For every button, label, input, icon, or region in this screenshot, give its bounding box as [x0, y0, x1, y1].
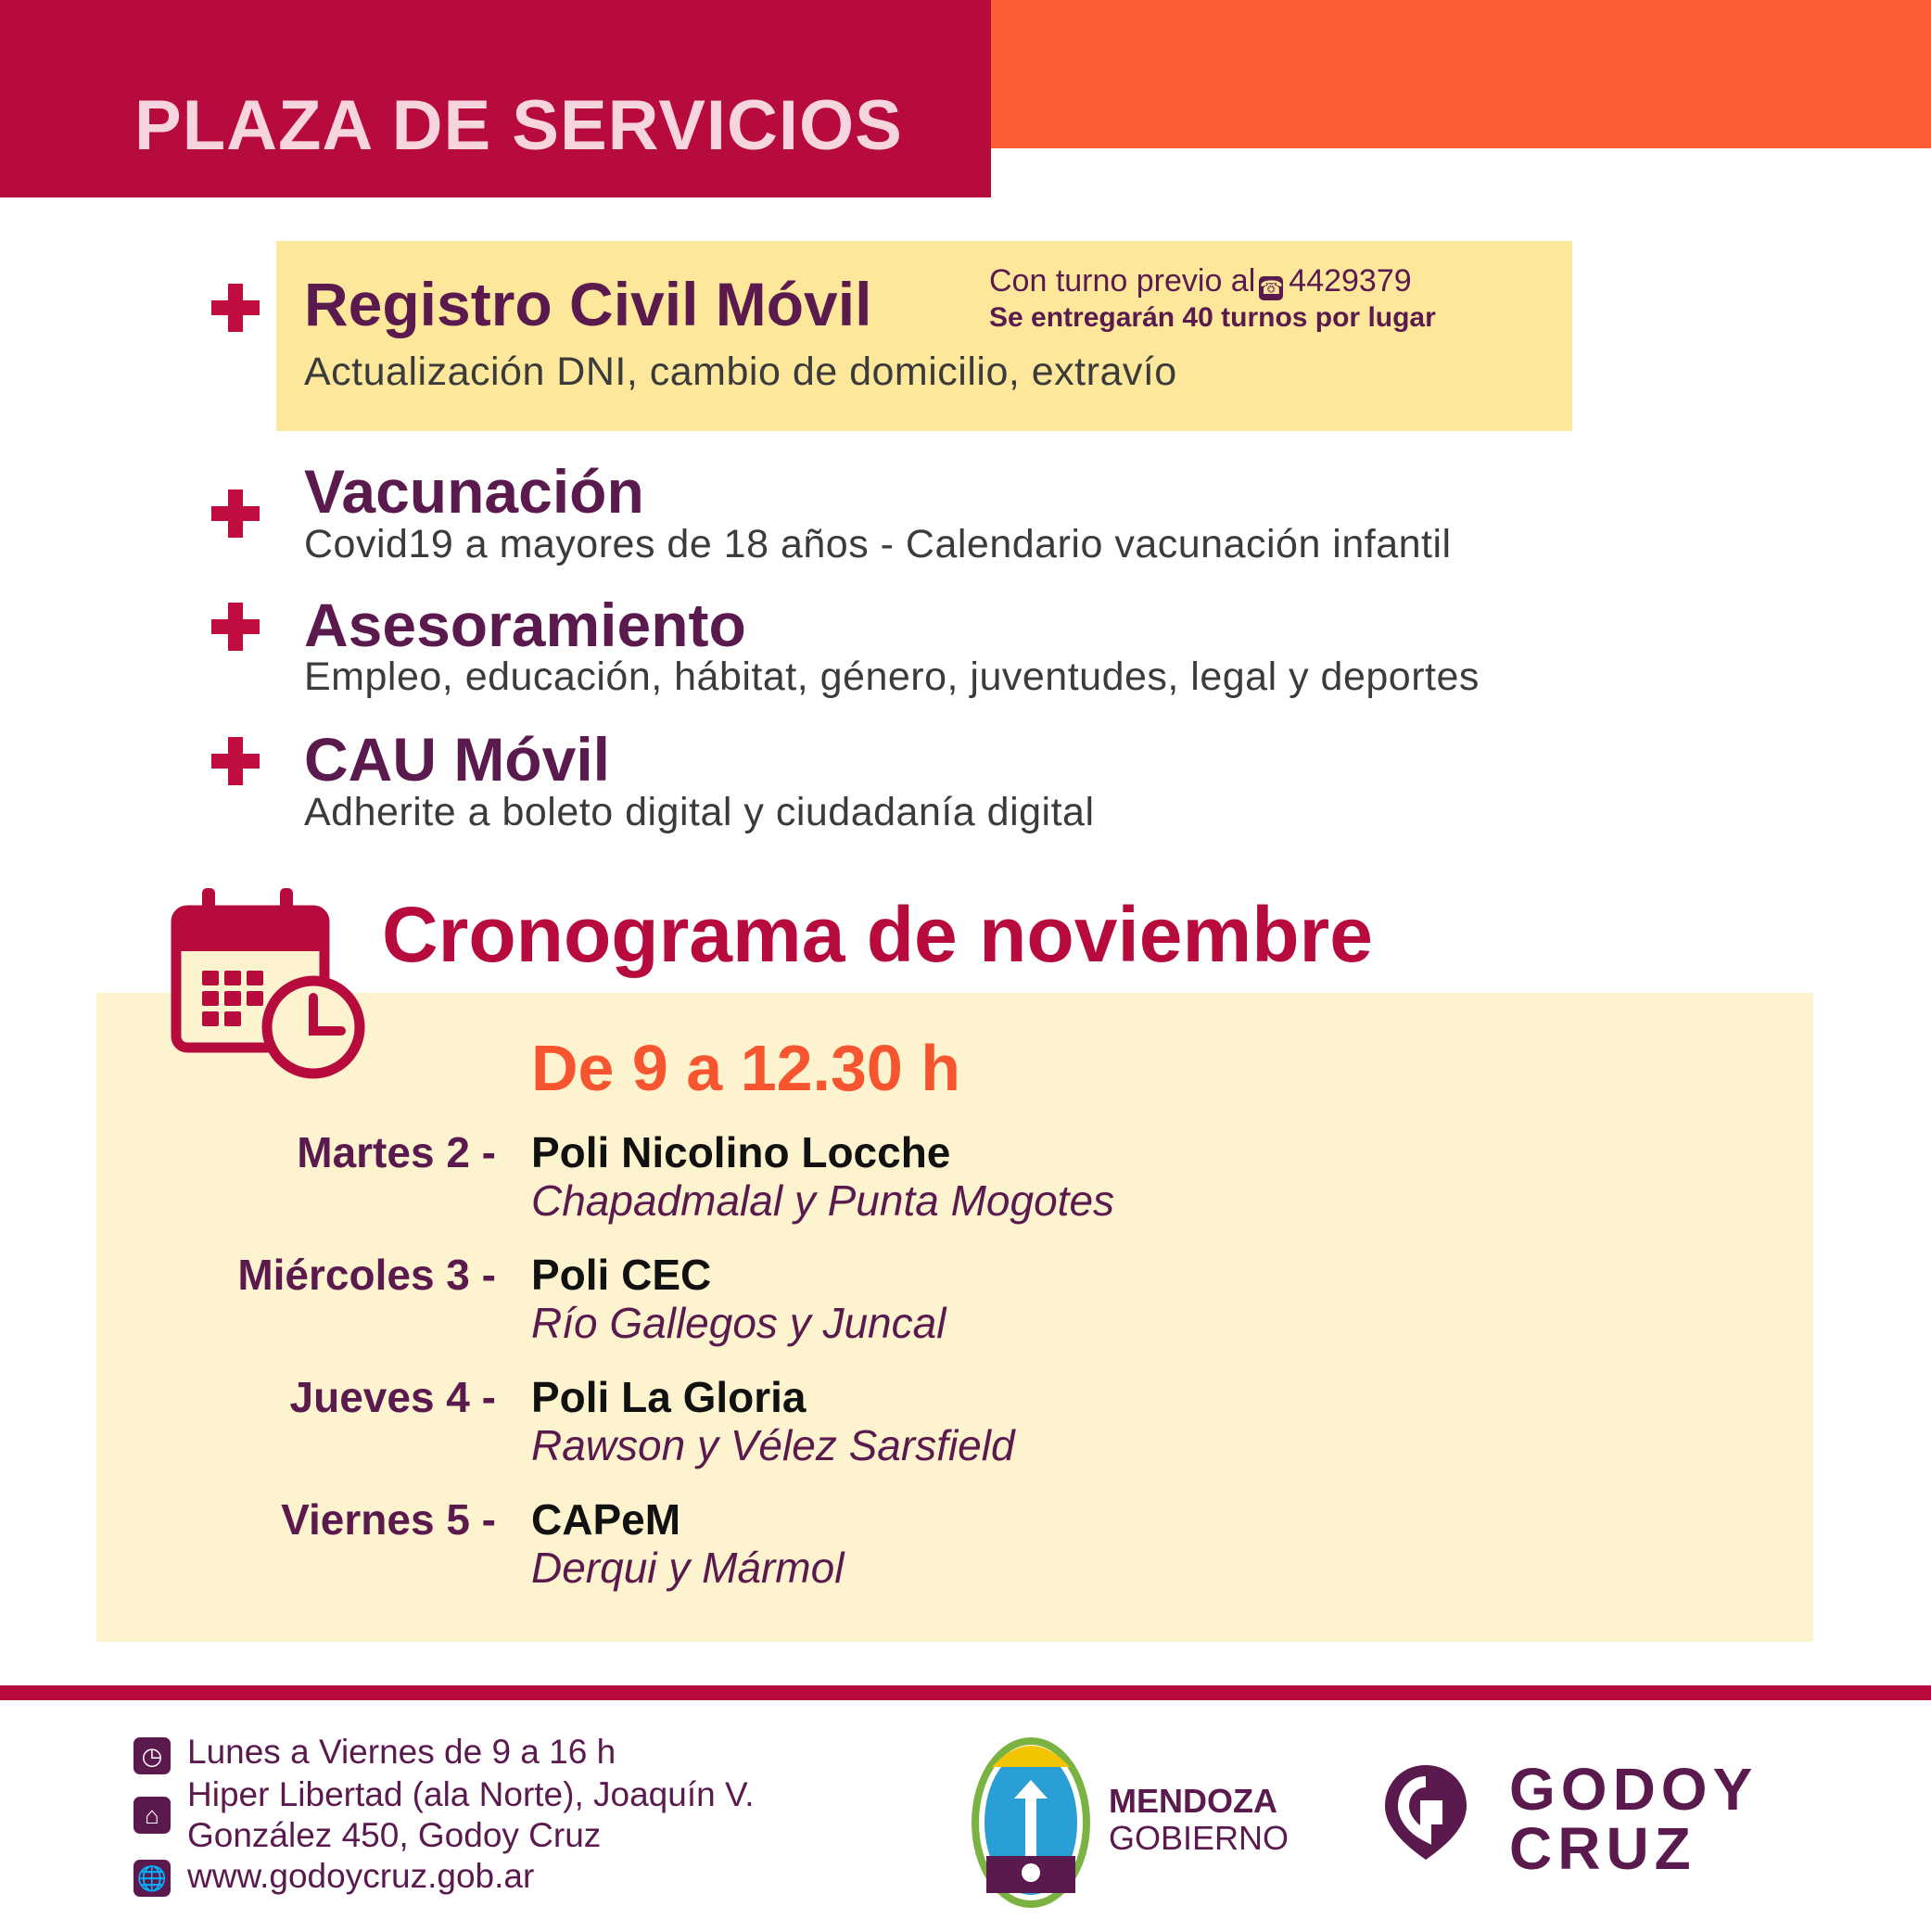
asesoramiento-title: Asesoramiento [304, 591, 746, 659]
vacunacion-desc: Covid19 a mayores de 18 años - Calendario vacunación infantil [304, 522, 1452, 566]
godoy-word: GODOY [1509, 1756, 1759, 1823]
schedule-address: Rawson y Vélez Sarsfield [531, 1421, 1015, 1469]
gobierno-word: GOBIERNO [1109, 1819, 1289, 1857]
plus-icon [211, 603, 260, 651]
mendoza-word: MENDOZA [1109, 1782, 1277, 1820]
schedule-day: Jueves 4 - [289, 1373, 496, 1421]
phone-icon: ☎ [1259, 278, 1283, 299]
schedule-address: Río Gallegos y Juncal [531, 1299, 946, 1347]
schedule-place: Poli Nicolino Locche [531, 1128, 951, 1176]
page-title: PLAZA DE SERVICIOS [134, 86, 903, 165]
plus-icon [211, 489, 260, 538]
schedule-place: Poli La Gloria [531, 1373, 807, 1421]
asesoramiento-desc: Empleo, educación, hábitat, género, juventudes, legal y deportes [304, 655, 1480, 699]
home-icon: ⌂ [133, 1797, 171, 1834]
calendar-clock-icon [167, 883, 371, 1087]
turno-label: Con turno previo al [989, 263, 1256, 299]
footer-address-line1: Hiper Libertad (ala Norte), Joaquín V. [187, 1775, 755, 1813]
registro-title: Registro Civil Móvil [304, 270, 872, 338]
footer-address-line2: González 450, Godoy Cruz [187, 1816, 602, 1854]
turnos-note: Se entregarán 40 turnos por lugar [989, 302, 1436, 333]
cau-desc: Adherite a boleto digital y ciudadanía digital [304, 790, 1095, 834]
registro-desc: Actualización DNI, cambio de domicilio, extravío [304, 350, 1177, 394]
globe-icon: 🌐 [133, 1860, 171, 1897]
header-accent-bar [991, 0, 1931, 148]
plus-icon [211, 284, 260, 332]
schedule-address: Chapadmalal y Punta Mogotes [531, 1176, 1115, 1225]
mendoza-shield-logo [966, 1726, 1096, 1912]
vacunacion-title: Vacunación [304, 457, 644, 526]
schedule-day: Viernes 5 - [281, 1495, 496, 1544]
footer-divider [0, 1685, 1931, 1700]
phone-number: 4429379 [1289, 263, 1412, 299]
cau-title: CAU Móvil [304, 725, 610, 794]
clock-icon: ◷ [133, 1737, 171, 1774]
footer-website[interactable]: www.godoycruz.gob.ar [187, 1857, 535, 1895]
schedule-place: Poli CEC [531, 1251, 712, 1299]
schedule-day: Miércoles 3 - [237, 1251, 496, 1299]
footer-hours: Lunes a Viernes de 9 a 16 h [187, 1733, 616, 1771]
cruz-word: CRUZ [1509, 1815, 1696, 1882]
schedule-hours: De 9 a 12.30 h [531, 1032, 961, 1104]
schedule-address: Derqui y Mármol [531, 1544, 845, 1592]
schedule-place: CAPeM [531, 1495, 681, 1544]
plus-icon [211, 737, 260, 785]
godoy-cruz-pin-logo [1379, 1761, 1472, 1863]
schedule-day: Martes 2 - [297, 1128, 496, 1176]
schedule-title: Cronograma de noviembre [382, 891, 1373, 978]
registro-turno-info [989, 263, 1436, 336]
